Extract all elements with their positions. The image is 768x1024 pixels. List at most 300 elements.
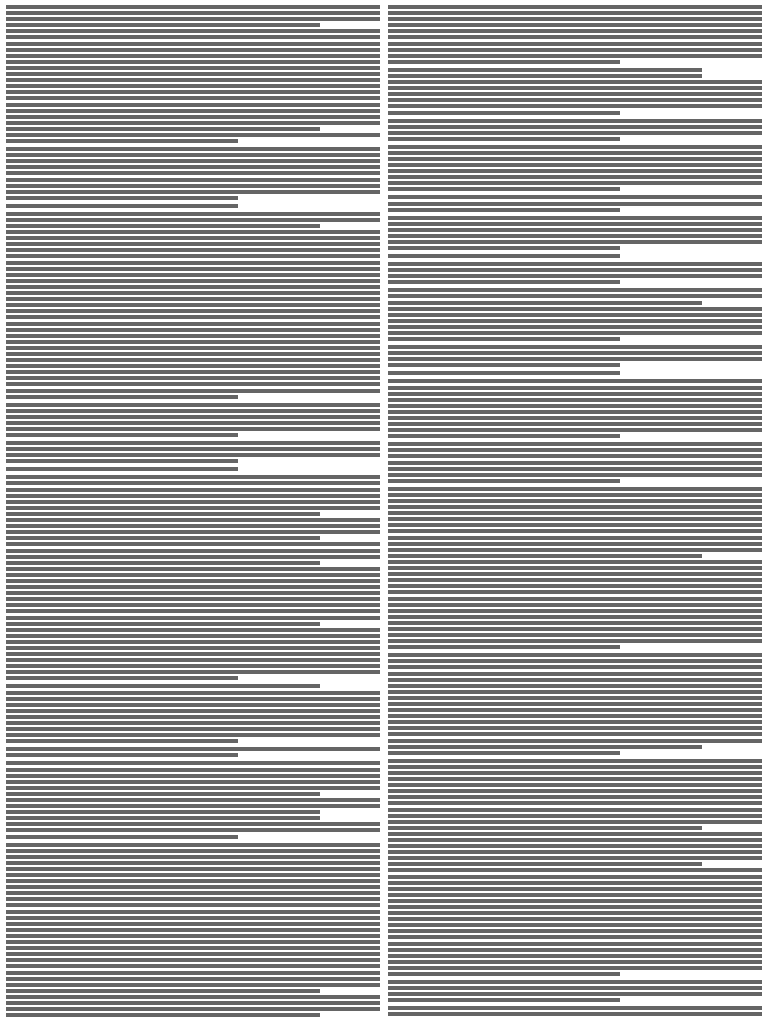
text-line [388,672,762,676]
text-line [6,861,380,865]
text-line [6,958,380,962]
text-line [6,35,380,39]
text-line [388,479,620,483]
text-line [388,590,762,594]
text-line [388,1006,762,1010]
text-line [388,17,762,21]
text-line [388,428,762,432]
text-line [388,422,762,426]
text-line [388,379,762,383]
text-line [388,35,762,39]
text-line [6,873,380,877]
text-line [6,646,380,650]
text-line [388,899,762,903]
text-line [388,487,762,491]
text-line [6,370,380,374]
text-line [6,891,380,895]
text-line [388,856,762,860]
text-line [6,415,380,419]
text-line [388,881,762,885]
text-line [388,923,762,927]
text-line [388,645,620,649]
text-line [388,467,762,471]
text-line [388,696,762,700]
text-line [388,74,702,78]
text-line [6,90,380,94]
text-line [6,447,380,451]
text-line [6,23,320,27]
text-line [388,684,762,688]
text-line [388,92,762,96]
text-line [6,804,380,808]
text-line [388,690,762,694]
text-line [388,351,762,355]
text-line [388,838,762,842]
text-line [6,236,380,240]
text-line [388,665,762,669]
text-line [6,843,380,847]
text-line [388,125,762,129]
text-line [6,218,380,222]
text-line [6,739,238,743]
text-line [6,995,380,999]
text-line [388,554,702,558]
text-line [388,960,762,964]
text-line [6,916,380,920]
text-line [6,940,380,944]
text-line [388,942,762,946]
text-line [388,529,762,533]
text-line [6,42,380,46]
text-line [388,517,762,521]
text-line [388,111,620,115]
text-line [6,109,380,113]
text-line [6,254,380,258]
text-line [388,68,702,72]
text-line [6,761,380,765]
text-line [388,119,762,123]
text-line [6,555,380,559]
text-line [388,448,762,452]
text-line [6,273,380,277]
text-line [6,835,238,839]
text-line [6,849,380,853]
text-line [388,771,762,775]
text-line [6,403,380,407]
text-line [388,11,762,15]
text-line [6,786,380,790]
text-line [388,187,620,191]
text-line [388,998,620,1002]
text-line [6,121,380,125]
text-line [6,261,380,265]
text-line [6,664,380,668]
text-line [6,798,380,802]
text-line [388,875,762,879]
text-line [388,659,762,663]
text-line [6,29,380,33]
text-line [388,783,762,787]
text-line [6,441,380,445]
text-line [6,453,380,457]
text-line [6,60,380,64]
text-line [6,242,380,246]
text-line [6,733,380,737]
text-line [388,627,762,631]
text-line [388,726,762,730]
text-line [6,579,380,583]
text-line [388,911,762,915]
text-line [388,992,762,996]
text-line [388,511,762,515]
text-line [6,512,320,516]
text-line [6,640,380,644]
text-line [6,267,380,271]
text-line [388,392,762,396]
text-line [388,653,762,657]
text-line [6,1013,320,1017]
text-line [6,427,380,431]
text-line [388,307,762,311]
text-line [6,178,380,182]
text-line [6,358,380,362]
text-line [388,5,762,9]
text-line [6,248,380,252]
text-line [388,801,762,805]
text-line [6,597,380,601]
text-line [6,628,380,632]
text-line [6,475,380,479]
text-line [6,903,380,907]
text-line [388,363,620,367]
text-line [388,228,762,232]
text-line [388,603,762,607]
right-column-placeholder-lines [388,5,762,1018]
text-line [388,345,762,349]
text-line [388,313,762,317]
text-line [388,442,762,446]
text-line [388,751,620,755]
text-line [388,195,762,199]
text-line [388,331,762,335]
text-line [6,652,380,656]
text-line [6,115,380,119]
text-line [6,530,380,534]
text-line [6,459,238,463]
text-line [388,714,762,718]
text-line [388,732,762,736]
text-line [388,678,762,682]
text-line [388,104,762,108]
text-line [6,603,380,607]
text-line [6,810,320,814]
text-line [6,780,380,784]
text-line [388,702,762,706]
text-line [388,560,762,564]
text-line [6,549,380,553]
left-column [6,5,380,1018]
text-line [388,584,762,588]
text-line [6,500,380,504]
text-line [6,279,380,283]
text-line [388,157,762,161]
text-line [388,461,762,465]
text-line [6,328,380,332]
text-line [6,433,238,437]
text-line [388,42,762,46]
text-line [6,48,380,52]
text-line [388,745,702,749]
text-line [388,386,762,390]
text-line [6,78,380,82]
text-line [388,814,762,818]
text-line [388,131,762,135]
text-line [6,171,380,175]
text-line [6,506,380,510]
text-line [6,591,380,595]
text-line [6,285,380,289]
text-line [6,983,380,987]
text-line [6,133,380,137]
text-line [388,980,762,984]
text-line [6,322,380,326]
text-line [6,585,380,589]
text-line [388,23,762,27]
text-line [388,633,762,637]
text-line [388,294,762,298]
text-line [388,404,762,408]
text-line [6,885,380,889]
text-line [6,421,380,425]
text-line [388,905,762,909]
text-line [388,254,620,258]
text-line [6,977,380,981]
text-line [388,795,762,799]
text-line [6,928,380,932]
text-line [388,548,762,552]
text-line [388,720,762,724]
text-line [6,691,380,695]
text-line [6,389,380,393]
text-line [6,17,380,21]
text-line [6,561,320,565]
text-line [6,609,380,613]
text-line [6,822,380,826]
text-line [6,139,238,143]
text-line [388,234,762,238]
text-line [388,505,762,509]
text-line [6,66,380,70]
text-line [6,989,320,993]
text-line [388,739,762,743]
text-line [388,288,762,292]
text-line [6,946,380,950]
text-line [6,971,380,975]
text-line [388,542,762,546]
text-line [388,473,762,477]
text-line [388,609,762,613]
text-line [6,897,380,901]
text-line [6,340,380,344]
text-line [388,268,762,272]
text-line [388,777,762,781]
text-line [388,523,762,527]
text-line [6,212,380,216]
text-line [388,621,762,625]
text-line [388,151,762,155]
text-line [6,382,380,386]
text-line [388,416,762,420]
text-line [388,578,762,582]
text-line [388,274,762,278]
text-line [6,536,320,540]
text-line [388,972,620,976]
text-line [6,816,320,820]
text-line [388,615,762,619]
text-line [6,727,380,731]
text-line [6,352,380,356]
text-line [388,499,762,503]
text-line [6,409,380,413]
text-line [388,145,762,149]
text-line [388,917,762,921]
text-line [6,72,380,76]
text-line [6,524,380,528]
text-line [6,658,380,662]
text-line [6,309,380,313]
right-column [388,5,762,1018]
text-line [6,184,380,188]
text-line [388,708,762,712]
text-line [6,364,380,368]
text-line [388,54,762,58]
text-line [388,820,762,824]
text-line [6,792,320,796]
text-line [388,954,762,958]
text-line [388,935,762,939]
text-line [6,768,380,772]
text-line [6,315,380,319]
text-line [388,337,620,341]
text-line [388,893,762,897]
text-line [388,868,762,872]
text-line [6,697,380,701]
text-line [388,572,762,576]
text-line [388,398,762,402]
text-line [6,5,380,9]
text-line [6,518,380,522]
text-line [388,163,762,167]
text-line [6,855,380,859]
text-line [388,262,762,266]
text-line [6,774,380,778]
text-line [6,670,380,674]
text-line [388,948,762,952]
text-line [6,952,380,956]
text-line [6,721,380,725]
text-line [6,709,380,713]
text-line [6,867,380,871]
text-line [6,703,380,707]
text-line [388,434,620,438]
text-line [388,357,762,361]
text-line [388,832,762,836]
text-line [388,86,762,90]
text-line [6,11,380,15]
text-line [388,80,762,84]
text-line [388,765,762,769]
text-line [6,159,380,163]
text-line [388,887,762,891]
text-line [6,54,380,58]
text-line [388,181,762,185]
text-line [6,103,380,107]
text-line [6,934,380,938]
text-line [6,147,380,151]
text-line [6,634,380,638]
text-line [388,639,762,643]
text-line [388,566,762,570]
text-line [388,862,702,866]
text-line [388,454,762,458]
text-line [6,922,380,926]
text-line [6,494,380,498]
text-line [388,371,620,375]
text-line [6,84,380,88]
text-line [388,850,762,854]
text-line [6,224,320,228]
text-line [6,395,238,399]
text-line [6,346,380,350]
text-line [388,410,762,414]
text-line [388,808,762,812]
text-line [6,753,238,757]
text-line [388,597,762,601]
text-line [6,481,380,485]
text-line [388,60,620,64]
text-line [388,759,762,763]
text-line [6,910,380,914]
text-line [6,567,380,571]
text-line [388,137,620,141]
text-line [388,929,762,933]
text-line [388,240,762,244]
text-line [6,303,380,307]
text-line [6,297,380,301]
text-line [388,208,620,212]
text-line [6,1007,380,1011]
text-line [388,280,620,284]
text-line [388,789,762,793]
text-line [388,216,762,220]
text-line [6,127,320,131]
text-line [388,325,762,329]
text-line [6,334,380,338]
text-line [6,153,380,157]
text-line [388,29,762,33]
text-line [388,301,702,305]
text-line [6,96,380,100]
text-line [388,202,762,206]
text-line [6,964,380,968]
text-line [388,175,762,179]
text-line [388,222,762,226]
text-line [6,204,238,208]
text-line [6,828,380,832]
text-line [6,879,380,883]
text-line [6,684,320,688]
text-line [6,488,380,492]
